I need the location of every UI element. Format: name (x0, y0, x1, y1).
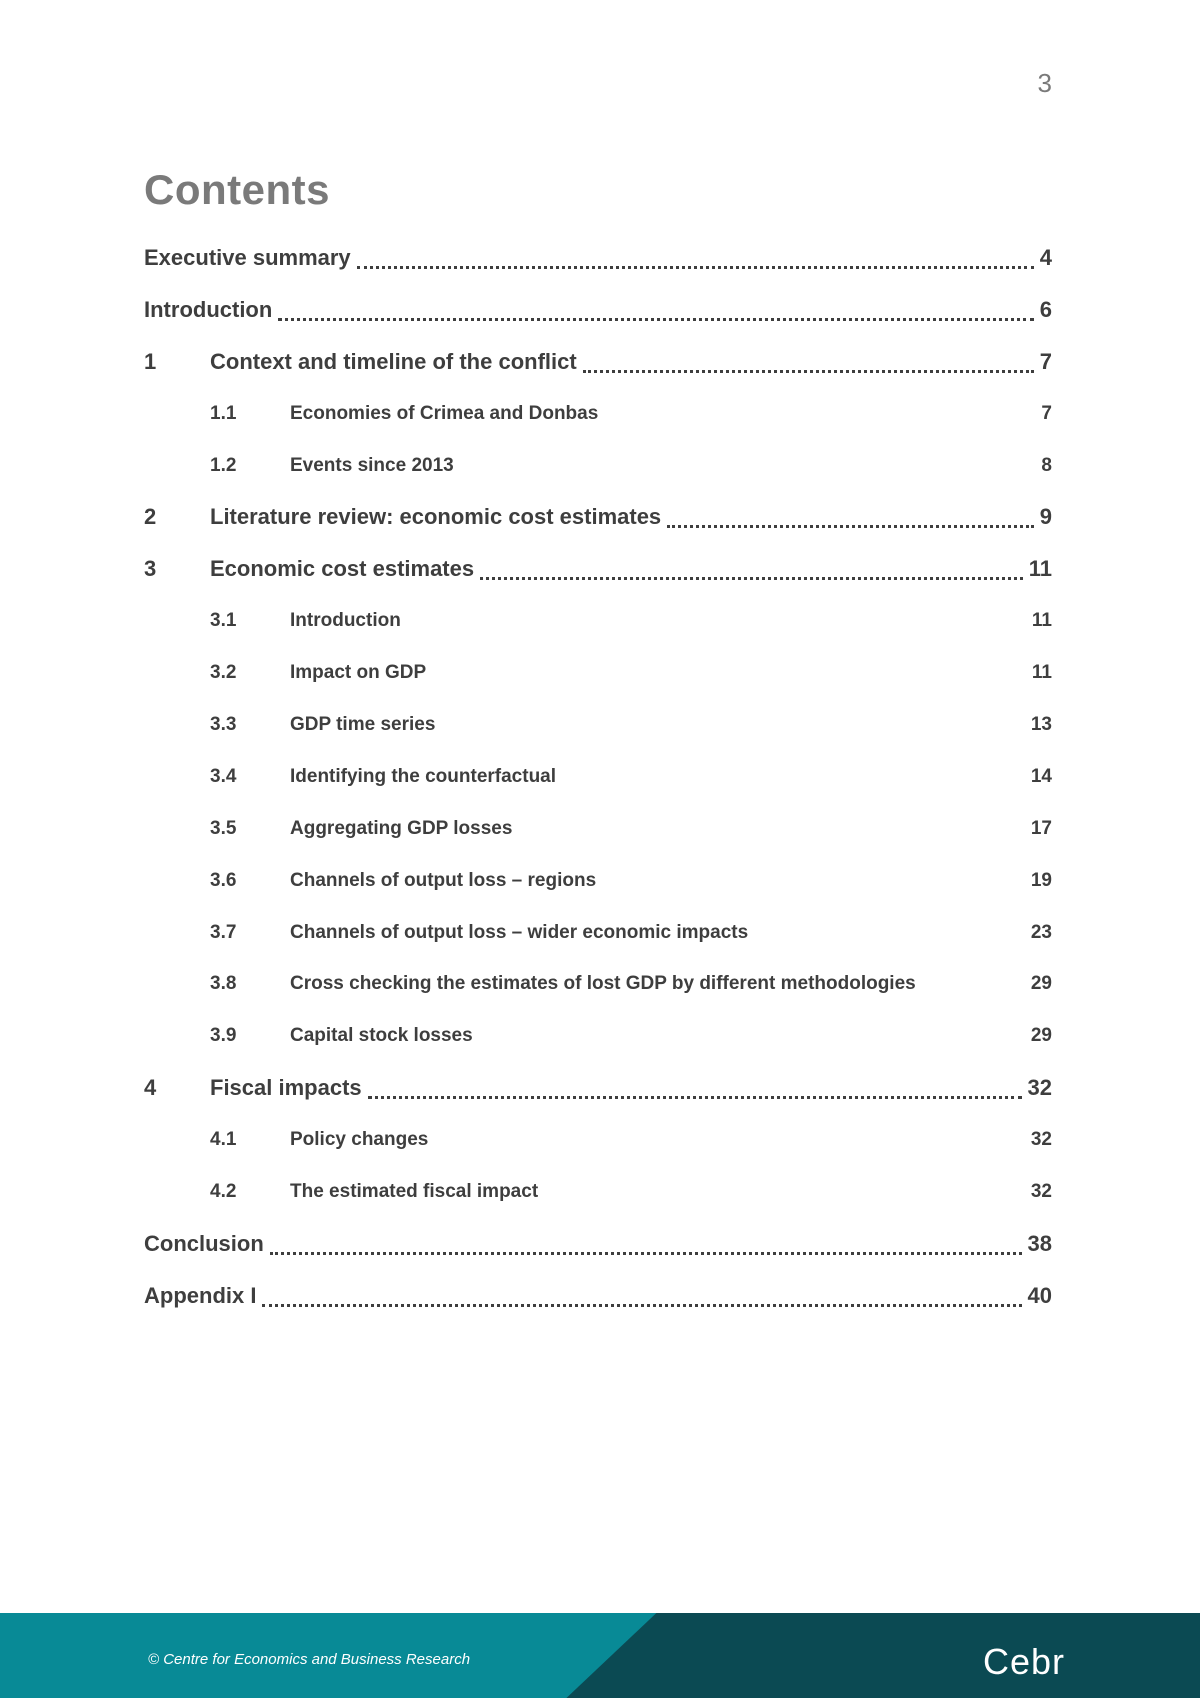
toc-entry (144, 855, 1052, 907)
footer (0, 1613, 1200, 1698)
toc-entry (144, 1114, 1052, 1166)
toc-entry-number: 3.7 (210, 921, 237, 943)
toc-entry (144, 958, 1052, 1010)
toc-entry-page: 38 (1027, 1230, 1052, 1256)
toc-entry-number: 2 (144, 504, 157, 530)
toc-entry-title: Conclusion (144, 1230, 264, 1256)
toc-entry-title: Channels of output loss – regions (290, 869, 597, 891)
toc-entry-title: Aggregating GDP losses (290, 817, 513, 839)
toc-entry-number: 3.2 (210, 662, 237, 684)
page-number: 3 (1037, 68, 1052, 98)
toc-entry-page: 17 (1030, 817, 1052, 839)
toc-entry-page: 14 (1030, 765, 1052, 787)
toc-entry (144, 543, 1052, 595)
toc-entry-page: 19 (1030, 869, 1052, 891)
toc-leader-dots (278, 318, 1033, 321)
toc-entry-number: 4 (144, 1075, 157, 1101)
toc-entry-number: 3.5 (210, 817, 237, 839)
toc-entry-page: 9 (1039, 504, 1052, 530)
toc-entry-number: 1.1 (210, 402, 237, 424)
toc-entry-title: Cross checking the estimates of lost GDP by different methodologies (290, 973, 916, 995)
toc-entry-title: GDP time series (290, 713, 436, 735)
toc-entry (144, 440, 1052, 492)
toc-entry-page: 11 (1031, 662, 1052, 684)
toc-entry-number: 3.4 (210, 765, 237, 787)
toc-entry-number: 1 (144, 348, 157, 374)
toc-entry-title: Introduction (144, 296, 273, 322)
toc-entry-page: 4 (1039, 244, 1052, 270)
toc-entry-number: 3.3 (210, 713, 237, 735)
toc-leader-dots (368, 1096, 1022, 1099)
cebr-logo: Cebr (983, 1641, 1066, 1682)
toc-leader-dots (583, 370, 1034, 373)
toc-entry-page: 29 (1030, 1025, 1052, 1047)
toc-entry-title: Capital stock losses (290, 1025, 473, 1047)
toc-entry-number: 4.2 (210, 1180, 237, 1202)
toc-entry-page: 8 (1041, 454, 1052, 476)
toc-entry-page: 29 (1030, 973, 1052, 995)
toc-entry-title: The estimated fiscal impact (290, 1180, 539, 1202)
toc-entry (144, 803, 1052, 855)
toc-entry-title: Appendix I (144, 1282, 257, 1308)
toc-entry-number: 3.8 (210, 973, 237, 995)
toc-leader-dots (262, 1304, 1021, 1307)
toc-entry-page: 32 (1027, 1075, 1052, 1101)
toc-entry-title: Context and timeline of the conflict (210, 348, 577, 374)
toc-entry (144, 751, 1052, 803)
toc-entry-page: 7 (1041, 402, 1052, 424)
toc-entry (144, 1010, 1052, 1062)
toc-entry (144, 388, 1052, 440)
toc-entry-page: 23 (1030, 921, 1052, 943)
toc-entry (144, 595, 1052, 647)
toc-leader-dots (357, 266, 1034, 269)
toc-entry-title: Policy changes (290, 1129, 429, 1151)
toc-entry-page: 6 (1039, 296, 1052, 322)
toc-entry-page: 11 (1028, 556, 1052, 582)
toc-entry (144, 284, 1052, 336)
toc-entry-page: 32 (1030, 1180, 1052, 1202)
toc-entry-number: 3.6 (210, 869, 237, 891)
toc-entry-page: 40 (1027, 1282, 1052, 1308)
toc-entry-number: 3.9 (210, 1025, 237, 1047)
toc-entry (144, 1062, 1052, 1114)
toc-entry-page: 13 (1030, 713, 1052, 735)
contents-heading: Contents (144, 166, 330, 213)
toc-entry (144, 647, 1052, 699)
toc-leader-dots (667, 525, 1034, 528)
toc-entry (144, 491, 1052, 543)
toc-entry-title: Identifying the counterfactual (290, 765, 557, 787)
toc-entry-title: Fiscal impacts (210, 1075, 362, 1101)
toc-entry-number: 1.2 (210, 454, 237, 476)
footer-copyright: © Centre for Economics and Business Research (148, 1651, 471, 1668)
toc-entry-title: Literature review: economic cost estimates (210, 504, 662, 530)
toc-leader-dots (480, 577, 1023, 580)
toc-entry-page: 32 (1030, 1129, 1052, 1151)
table-of-contents (144, 232, 1052, 1322)
toc-entry-title: Events since 2013 (290, 454, 454, 476)
toc-entry (144, 699, 1052, 751)
toc-entry-number: 3 (144, 556, 157, 582)
toc-entry-title: Introduction (290, 610, 401, 632)
toc-entry-number: 4.1 (210, 1129, 237, 1151)
toc-entry (144, 1166, 1052, 1218)
toc-entry-title: Economies of Crimea and Donbas (290, 402, 599, 424)
toc-entry (144, 1218, 1052, 1270)
toc-entry (144, 1270, 1052, 1322)
toc-entry-title: Impact on GDP (290, 662, 427, 684)
toc-entry (144, 336, 1052, 388)
toc-entry-title: Executive summary (144, 244, 351, 270)
toc-entry (144, 232, 1052, 284)
toc-entry-number: 3.1 (210, 610, 237, 632)
toc-entry (144, 907, 1052, 959)
toc-entry-title: Channels of output loss – wider economic impacts (290, 921, 749, 943)
toc-entry-page: 7 (1039, 348, 1052, 374)
toc-entry-page: 11 (1031, 610, 1052, 632)
toc-entry-title: Economic cost estimates (210, 556, 475, 582)
toc-leader-dots (270, 1252, 1022, 1255)
